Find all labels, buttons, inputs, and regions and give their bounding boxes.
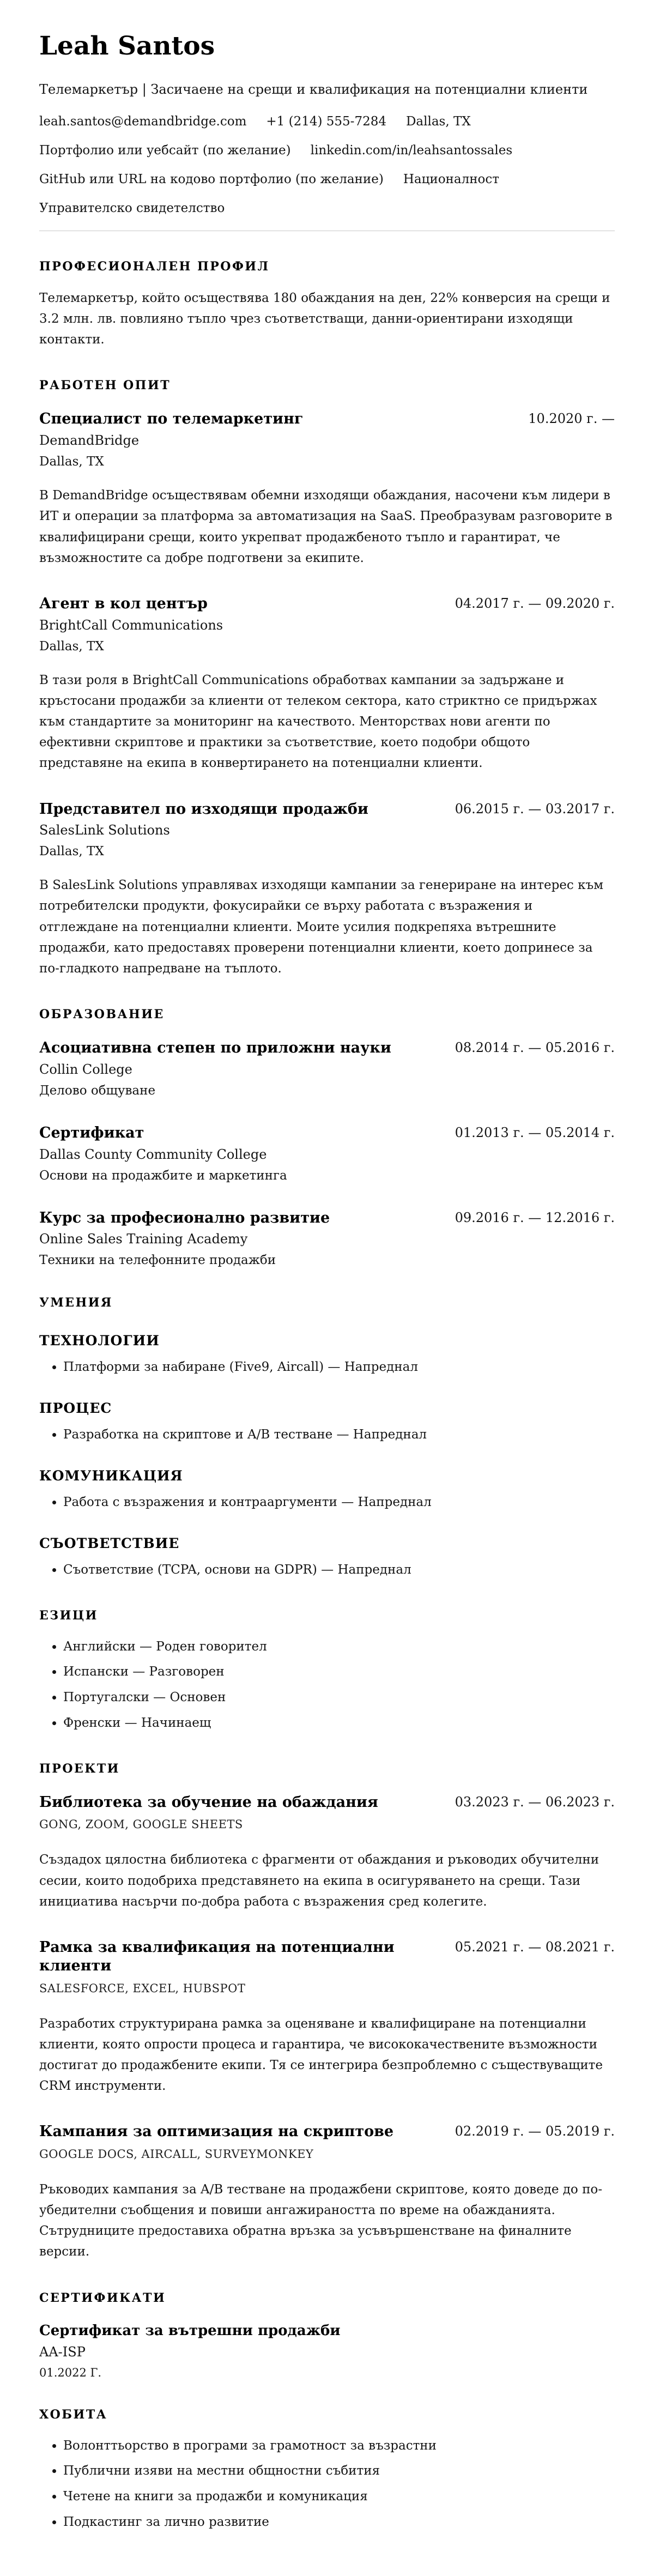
skill-list xyxy=(39,1560,615,1580)
education-dates: 08.2014 г. — 05.2016 г. xyxy=(455,1040,615,1056)
education-school: Online Sales Training Academy xyxy=(39,1231,248,1247)
certificate-title: Сертификат за вътрешни продажби xyxy=(39,2322,341,2339)
project-description: Ръководих кампания за A/B тестване на продажбени скриптове, която доведе до по-убедителни съобщения и повиши ангажираността по време на обажданията. Сътрудниците предоставиха обратна връзка за усъвършенстване на финалните версии. xyxy=(39,2182,603,2259)
education-dates: 09.2016 г. — 12.2016 г. xyxy=(455,1210,615,1225)
resume-subtitle: Телемаркетър | Засичаене на срещи и квалификация на потенциални клиенти xyxy=(39,81,588,97)
skill-list xyxy=(39,1357,615,1377)
contact-row-extra xyxy=(39,172,615,186)
job-title: Представител по изходящи продажби xyxy=(39,800,368,818)
skill-group-title: ТЕХНОЛОГИИ xyxy=(39,1333,160,1349)
hobby-item: • Публични изяви на местни общностни събития xyxy=(63,2461,615,2481)
job-title: Агент в кол център xyxy=(39,595,208,612)
project-tools: GOOGLE DOCS, AIRCALL, SURVEYMONKEY xyxy=(39,2147,314,2161)
experience-heading: РАБОТЕН ОПИТ xyxy=(39,378,171,393)
skill-item: • Платформи за набиране (Five9, Aircall) — Напреднал xyxy=(63,1357,615,1377)
job-dates: 10.2020 г. — xyxy=(528,411,615,427)
project-title: Кампания за оптимизация на скриптове xyxy=(39,2123,394,2140)
education-title: Курс за професионално развитие xyxy=(39,1209,330,1226)
education-school: Collin College xyxy=(39,1061,132,1077)
skill-item: • Разработка на скриптове и A/B тестване — Напреднал xyxy=(63,1425,615,1445)
project-title: Рамка за квалификация на потенциални клиенти xyxy=(39,1939,395,1974)
job-description: В SalesLink Solutions управлявах изходящи кампании за генериране на интерес към потребителски продукти, фокусирайки се върху работата с възражения и отглеждане на потенциални клиенти. Моите усилия подкрепяха вътрешните продажби, като предоставях проверени потенциални клиенти, което допринесе за по-гладкото напредване на тъплото. xyxy=(39,878,603,976)
project-dates: 02.2019 г. — 05.2019 г. xyxy=(455,2124,615,2139)
certificate-date: 01.2022 Г. xyxy=(39,2366,102,2379)
job-description: В DemandBridge осъществявам обемни изходящи обаждания, насочени към лидери в ИТ и операции за платформа за автоматизация на SaaS. Преобразувам разговорите в квалифицирани срещи, които укрепват продажбеното тъпло и гарантират, че възможностите са добре подготвени за екипите. xyxy=(39,488,613,565)
project-entry-head xyxy=(39,2123,615,2141)
section-profile xyxy=(39,259,615,350)
profile-text: Телемаркетър, който осъществява 180 обаждания на ден, 22% конверсия на срещи и 3.2 млн. лв. повлияно тъпло чрез съответстващи, данни-ориентирани изходящи контакти. xyxy=(39,291,610,347)
education-entry-head xyxy=(39,1124,615,1142)
education-field: Делово общуване xyxy=(39,1083,156,1098)
job-company: SalesLink Solutions xyxy=(39,823,170,838)
job-entry-head xyxy=(39,410,615,428)
contact-row-license xyxy=(39,201,615,215)
profile-heading: ПРОФЕСИОНАЛЕН ПРОФИЛ xyxy=(39,259,270,274)
education-entry xyxy=(39,1209,615,1268)
certificates-heading: СЕРТИФИКАТИ xyxy=(39,2290,166,2305)
contact-phone: +1 (214) 555-7284 xyxy=(266,114,386,129)
contact-email: leah.santos@demandbridge.com xyxy=(39,114,247,129)
skill-group-title: ПРОЦЕС xyxy=(39,1400,112,1417)
skill-list xyxy=(39,1492,615,1513)
skill-list xyxy=(39,1425,615,1445)
job-entry xyxy=(39,595,615,774)
job-entry-head xyxy=(39,595,615,613)
job-company: BrightCall Communications xyxy=(39,617,223,633)
project-dates: 05.2021 г. — 08.2021 г. xyxy=(455,1939,615,1955)
project-entry xyxy=(39,2123,615,2262)
job-entry xyxy=(39,410,615,568)
contact-location: Dallas, TX xyxy=(405,114,471,129)
education-field: Основи на продажбите и маркетинга xyxy=(39,1168,287,1183)
project-tools: SALESFORCE, EXCEL, HUBSPOT xyxy=(39,1981,246,1995)
project-description: Създадох цялостна библиотека с фрагменти от обаждания и ръководих обучителни сесии, които подобриха представянето на екипа в осигуряването на срещи. Тази инициатива насърчи по-добра работа с възражения сред колегите. xyxy=(39,1853,600,1909)
section-hobbies xyxy=(39,2408,615,2532)
project-description: Разработих структурирана рамка за оценяване и квалифициране на потенциални клиенти, която опрости процеса и гарантира, че висококачествените възможности достигат до продажбените екипи. Тя се интегрира безпроблемно с съществуващите CRM инструменти. xyxy=(39,2016,603,2094)
skill-item: • Съответствие (TCPA, основи на GDPR) — Напреднал xyxy=(63,1560,615,1580)
job-location: Dallas, TX xyxy=(39,844,104,859)
certificate-issuer: AA-ISP xyxy=(39,2344,86,2360)
language-list xyxy=(39,1637,615,1733)
contact-row-links xyxy=(39,143,615,158)
hobby-item: • Подкастинг за лично развитие xyxy=(63,2512,615,2532)
education-entry-head xyxy=(39,1209,615,1227)
job-description: В тази роля в BrightCall Communications обработвах кампании за задържане и кръстосани продажби за клиенти от телеком сектора, като стриктно се придържах към стандартите за мониторинг на качеството. Менторствах нови агенти по ефективни скриптове и практики за съответствие, което подобри общото представяне на екипа в конвертирането на потенциални клиенти. xyxy=(39,673,597,771)
project-entry-head xyxy=(39,1793,615,1812)
hobby-list xyxy=(39,2436,615,2532)
section-certificates xyxy=(39,2291,615,2379)
project-entry xyxy=(39,1938,615,2096)
project-dates: 03.2023 г. — 06.2023 г. xyxy=(455,1794,615,1810)
education-school: Dallas County Community College xyxy=(39,1146,267,1162)
contact-block xyxy=(39,114,615,215)
projects-heading: ПРОЕКТИ xyxy=(39,1761,120,1776)
resume-header xyxy=(39,33,615,231)
language-item: • Испански — Разговорен xyxy=(63,1662,615,1682)
education-title: Сертификат xyxy=(39,1124,144,1141)
job-dates: 04.2017 г. — 09.2020 г. xyxy=(455,595,615,611)
github-label: GitHub или URL на кодово портфолио (по желание) xyxy=(39,172,384,186)
education-entry xyxy=(39,1124,615,1183)
job-title: Специалист по телемаркетинг xyxy=(39,410,304,428)
job-company: DemandBridge xyxy=(39,433,140,449)
education-field: Техники на телефонните продажби xyxy=(39,1253,276,1268)
job-location: Dallas, TX xyxy=(39,639,104,654)
education-entry-head xyxy=(39,1039,615,1057)
section-languages xyxy=(39,1609,615,1733)
section-experience xyxy=(39,378,615,979)
skill-group-title: СЪОТВЕТСТВИЕ xyxy=(39,1535,180,1551)
skills-heading: УМЕНИЯ xyxy=(39,1296,113,1310)
job-entry xyxy=(39,800,615,979)
hobbies-heading: ХОБИТА xyxy=(39,2407,108,2422)
languages-heading: ЕЗИЦИ xyxy=(39,1608,98,1623)
education-heading: ОБРАЗОВАНИЕ xyxy=(39,1007,165,1022)
skill-group-title: КОМУНИКАЦИЯ xyxy=(39,1467,183,1484)
job-location: Dallas, TX xyxy=(39,455,104,469)
nationality-label: Националност xyxy=(403,172,499,186)
project-entry xyxy=(39,1793,615,1912)
hobby-item: • Волонттьорство в програми за грамотност за възрастни xyxy=(63,2436,615,2456)
section-skills xyxy=(39,1296,615,1580)
section-education xyxy=(39,1007,615,1267)
license-label: Управителско свидетелство xyxy=(39,201,225,215)
hobby-item: • Четене на книги за продажби и комуникация xyxy=(63,2487,615,2507)
language-item: • Френски — Начинаещ xyxy=(63,1713,615,1733)
project-title: Библиотека за обучение на обаждания xyxy=(39,1793,378,1811)
project-entry-head xyxy=(39,1938,615,1975)
skill-item: • Работа с възражения и контрааргументи — Напреднал xyxy=(63,1492,615,1513)
language-item: • Португалски — Основен xyxy=(63,1688,615,1708)
education-entry xyxy=(39,1039,615,1098)
project-tools: GONG, ZOOM, GOOGLE SHEETS xyxy=(39,1818,243,1831)
job-dates: 06.2015 г. — 03.2017 г. xyxy=(455,801,615,817)
linkedin-url: linkedin.com/in/leahsantossales xyxy=(310,143,513,158)
education-title: Асоциативна степен по приложни науки xyxy=(39,1039,391,1057)
portfolio-label: Портфолио или уебсайт (по желание) xyxy=(39,143,291,158)
language-item: • Английски — Роден говорител xyxy=(63,1637,615,1657)
section-projects xyxy=(39,1762,615,2263)
certificate-entry xyxy=(39,2323,615,2379)
person-name: Leah Santos xyxy=(39,31,215,61)
job-entry-head xyxy=(39,800,615,819)
contact-row-primary xyxy=(39,114,615,129)
education-dates: 01.2013 г. — 05.2014 г. xyxy=(455,1124,615,1140)
